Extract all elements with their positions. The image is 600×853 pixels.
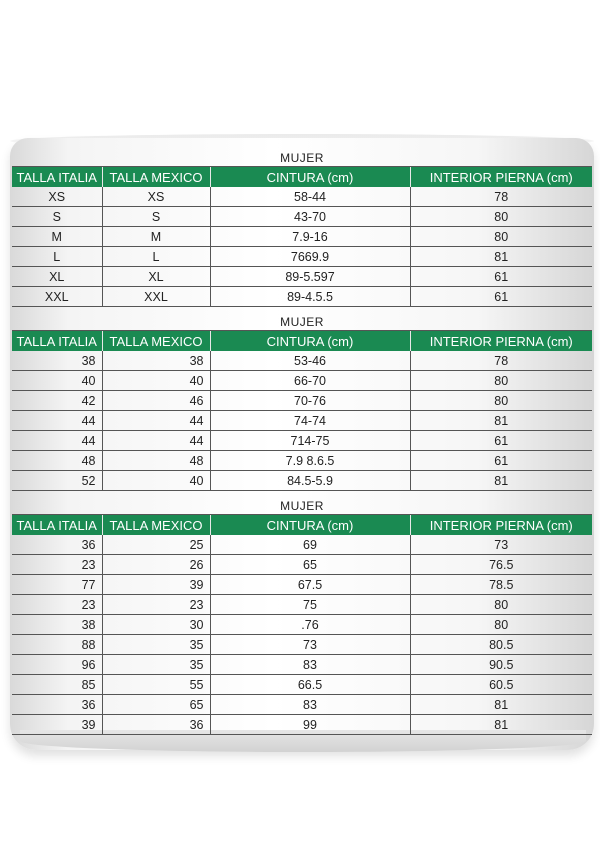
table-cell: 25: [102, 535, 210, 555]
table-cell: 66-70: [210, 371, 410, 391]
table-cell: 83: [210, 655, 410, 675]
column-header: TALLA ITALIA: [12, 331, 102, 351]
column-header: INTERIOR PIERNA (cm): [410, 515, 592, 535]
table-cell: 44: [102, 411, 210, 431]
column-header: INTERIOR PIERNA (cm): [410, 167, 592, 187]
section-title: MUJER: [12, 314, 592, 331]
table-cell: 80: [410, 595, 592, 615]
table-cell: 36: [102, 715, 210, 735]
table-cell: 46: [102, 391, 210, 411]
table-row: [12, 431, 592, 451]
table-cell: XS: [12, 187, 102, 207]
table-row: [12, 471, 592, 491]
table-cell: 44: [102, 431, 210, 451]
table-row: [12, 411, 592, 431]
table-cell: 38: [12, 615, 102, 635]
table-row: [12, 187, 592, 207]
table-cell: 35: [102, 635, 210, 655]
table-cell: 60.5: [410, 675, 592, 695]
table-cell: 38: [12, 351, 102, 371]
table-cell: M: [12, 227, 102, 247]
table-row: [12, 655, 592, 675]
table-cell: 39: [102, 575, 210, 595]
table-cell: 73: [210, 635, 410, 655]
column-header: TALLA MEXICO: [102, 167, 210, 187]
table-row: [12, 635, 592, 655]
table-cell: 30: [102, 615, 210, 635]
table-cell: 65: [210, 555, 410, 575]
table-cell: 43-70: [210, 207, 410, 227]
table-cell: L: [12, 247, 102, 267]
table-cell: 36: [12, 535, 102, 555]
table-row: [12, 451, 592, 471]
table-cell: 80: [410, 615, 592, 635]
table-row: [12, 715, 592, 735]
table-cell: 81: [410, 471, 592, 491]
table-cell: 78.5: [410, 575, 592, 595]
size-table-section-1: [12, 150, 592, 307]
table-cell: 61: [410, 451, 592, 471]
table-cell: 89-5.597: [210, 267, 410, 287]
table-cell: 36: [12, 695, 102, 715]
table-cell: 81: [410, 411, 592, 431]
table-cell: 84.5-5.9: [210, 471, 410, 491]
column-header: CINTURA (cm): [210, 331, 410, 351]
table-cell: 7669.9: [210, 247, 410, 267]
table-cell: .76: [210, 615, 410, 635]
table-cell: 80.5: [410, 635, 592, 655]
size-table-section-2: [12, 314, 592, 491]
table-cell: 90.5: [410, 655, 592, 675]
table-cell: 48: [12, 451, 102, 471]
table-cell: 69: [210, 535, 410, 555]
table-cell: 61: [410, 287, 592, 307]
table-header-row: [12, 167, 592, 187]
table-cell: 52: [12, 471, 102, 491]
table-cell: 40: [12, 371, 102, 391]
table-cell: S: [102, 207, 210, 227]
table-header-row: [12, 515, 592, 535]
table-cell: S: [12, 207, 102, 227]
table-row: [12, 207, 592, 227]
table-row: [12, 575, 592, 595]
table-cell: 75: [210, 595, 410, 615]
column-header: TALLA ITALIA: [12, 167, 102, 187]
table-row: [12, 675, 592, 695]
table-row: [12, 555, 592, 575]
table-cell: 53-46: [210, 351, 410, 371]
size-table-section-3: [12, 498, 592, 735]
table-cell: 99: [210, 715, 410, 735]
table-cell: 39: [12, 715, 102, 735]
table-row: [12, 695, 592, 715]
table-cell: 74-74: [210, 411, 410, 431]
table-cell: 38: [102, 351, 210, 371]
column-header: TALLA MEXICO: [102, 515, 210, 535]
table-row: [12, 371, 592, 391]
table-row: [12, 247, 592, 267]
table-cell: 44: [12, 431, 102, 451]
table-cell: 78: [410, 187, 592, 207]
table-cell: M: [102, 227, 210, 247]
table-cell: 23: [102, 595, 210, 615]
table-cell: 48: [102, 451, 210, 471]
table-cell: 85: [12, 675, 102, 695]
column-header: TALLA MEXICO: [102, 331, 210, 351]
table-cell: 61: [410, 267, 592, 287]
table-row: [12, 351, 592, 371]
column-header: CINTURA (cm): [210, 515, 410, 535]
table-cell: XXL: [12, 287, 102, 307]
table-cell: 44: [12, 411, 102, 431]
table-cell: 96: [12, 655, 102, 675]
table-row: [12, 391, 592, 411]
table-cell: 80: [410, 391, 592, 411]
section-title: MUJER: [12, 150, 592, 167]
table-row: [12, 535, 592, 555]
table-cell: 40: [102, 371, 210, 391]
table-cell: 80: [410, 371, 592, 391]
table-cell: 61: [410, 431, 592, 451]
table-cell: 35: [102, 655, 210, 675]
table-cell: 26: [102, 555, 210, 575]
table-row: [12, 615, 592, 635]
table-cell: 66.5: [210, 675, 410, 695]
table-cell: 77: [12, 575, 102, 595]
table-cell: 7.9-16: [210, 227, 410, 247]
table-cell: XXL: [102, 287, 210, 307]
table-cell: 80: [410, 227, 592, 247]
table-cell: 83: [210, 695, 410, 715]
section-title: MUJER: [12, 498, 592, 515]
column-header: TALLA ITALIA: [12, 515, 102, 535]
table-cell: 40: [102, 471, 210, 491]
size-table: [12, 331, 592, 491]
table-row: [12, 595, 592, 615]
table-cell: 89-4.5.5: [210, 287, 410, 307]
table-cell: 23: [12, 595, 102, 615]
table-cell: 42: [12, 391, 102, 411]
table-cell: 714-75: [210, 431, 410, 451]
table-header-row: [12, 331, 592, 351]
size-table: [12, 515, 592, 735]
table-row: [12, 287, 592, 307]
table-cell: 81: [410, 695, 592, 715]
table-cell: 70-76: [210, 391, 410, 411]
table-row: [12, 227, 592, 247]
table-cell: 67.5: [210, 575, 410, 595]
table-cell: XL: [102, 267, 210, 287]
table-row: [12, 267, 592, 287]
column-header: CINTURA (cm): [210, 167, 410, 187]
table-cell: 76.5: [410, 555, 592, 575]
table-cell: 23: [12, 555, 102, 575]
table-cell: 81: [410, 247, 592, 267]
table-cell: 58-44: [210, 187, 410, 207]
table-cell: 55: [102, 675, 210, 695]
size-table: [12, 167, 592, 307]
table-cell: 65: [102, 695, 210, 715]
table-cell: 78: [410, 351, 592, 371]
column-header: INTERIOR PIERNA (cm): [410, 331, 592, 351]
table-cell: L: [102, 247, 210, 267]
table-cell: 88: [12, 635, 102, 655]
table-cell: 80: [410, 207, 592, 227]
table-cell: XS: [102, 187, 210, 207]
table-cell: XL: [12, 267, 102, 287]
table-cell: 81: [410, 715, 592, 735]
table-cell: 73: [410, 535, 592, 555]
table-cell: 7.9 8.6.5: [210, 451, 410, 471]
